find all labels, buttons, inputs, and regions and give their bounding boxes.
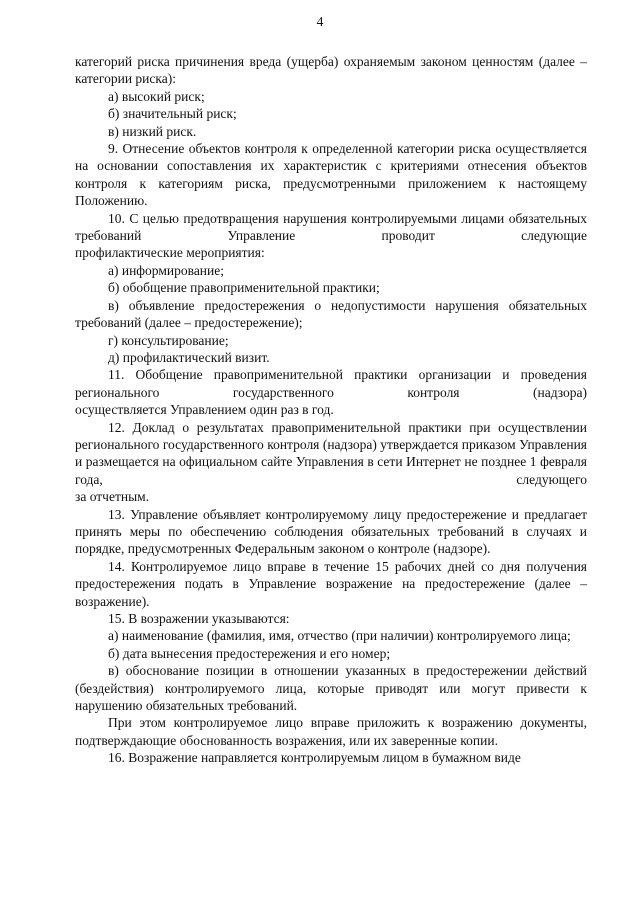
paragraph-15: 15. В возражении указываются: <box>108 611 290 626</box>
list-item-justification: в) обоснование позиции в отношении указанных в предостережении действий (бездействия) контролируемого лица, которые приводят или могут привести к нарушению обязательных требований. <box>75 663 587 714</box>
paragraph-9: 9. Отнесение объектов контроля к определенной категории риска осуществляется на основании сопоставления их характеристик с критериями отнесения объектов контроля к категориям риска, предусмотренными приложением к настоящему Положению. <box>75 141 587 209</box>
paragraph-10: 10. С целью предотвращения нарушения контролируемыми лицами обязательных требований Управление проводит следующие <box>75 210 587 244</box>
list-item-consulting: г) консультирование; <box>108 332 229 348</box>
paragraph-12-continuation: за отчетным. <box>75 489 150 505</box>
page-number: 4 <box>316 14 324 29</box>
paragraph-attachments: При этом контролируемое лицо вправе приложить к возражению документы, подтверждающие обоснованность возражения, или их заверенные копии. <box>75 715 587 748</box>
list-item-generalization: б) обобщение правоприменительной практики; <box>108 280 380 296</box>
list-item-warning-date: б) дата вынесения предостережения и его номер; <box>108 645 391 661</box>
paragraph-14: 14. Контролируемое лицо вправе в течение 15 рабочих дней со дня получения предостережения подать в Управление возражение на предостережение (далее – возражение). <box>75 558 587 609</box>
paragraph-16: 16. Возражение направляется контролируемым лицом в бумажном виде <box>108 750 521 766</box>
list-item-preventive-visit: д) профилактический визит. <box>108 349 270 365</box>
paragraph-11: 11. Обобщение правоприменительной практики организации и проведения регионального государственного контроля (надзора) <box>75 367 587 400</box>
list-item-high-risk: а) высокий риск; <box>108 88 205 104</box>
list-item-warning: в) объявление предостережения о недопустимости нарушения обязательных требований (далее – предостережение); <box>75 297 587 331</box>
paragraph-risk-categories-intro: категорий риска причинения вреда (ущерба) охраняемым законом ценностям (далее – категории риска): <box>75 54 587 87</box>
document-body <box>75 53 587 767</box>
list-item-low-risk: в) низкий риск. <box>108 123 197 139</box>
list-item-significant-risk: б) значительный риск; <box>108 106 237 122</box>
paragraph-13: 13. Управление объявляет контролируемому лицу предостережение и предлагает принять меры по обеспечению соблюдения обязательных требований в случаях и порядке, предусмотренных Федеральным законом о контроле (надзоре). <box>75 506 587 557</box>
paragraph-10-continuation: профилактические мероприятия: <box>75 245 265 261</box>
paragraph-12: 12. Доклад о результатах правоприменительной практики при осуществлении регионального государственного контроля (надзора) утверждается приказом Управления и размещается на официальном сайте Управления в сети Интернет не позднее 1 февраля года, следующего <box>75 419 587 487</box>
paragraph-11-continuation: осуществляется Управлением один раз в год. <box>75 402 334 418</box>
list-item-informing: а) информирование; <box>108 262 225 278</box>
list-item-name: а) наименование (фамилия, имя, отчество (при наличии) контролируемого лица; <box>108 628 571 644</box>
